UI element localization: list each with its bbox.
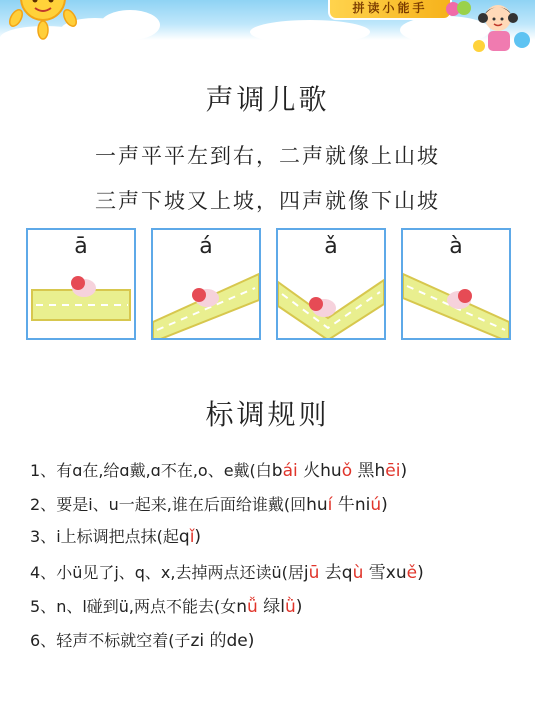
tone-card-third (276, 228, 386, 340)
tone-letter: à (449, 234, 463, 259)
song-line: 三声下坡又上坡，四声就像下山坡 (95, 189, 440, 213)
rule-text: i上标调把点抹(起 (56, 527, 179, 546)
rule-text: 要是i、u一起来,谁在后面给谁戴(回 (56, 495, 307, 514)
rule-number: 3、 (30, 527, 57, 546)
rule-example: huí 牛niú) (306, 495, 388, 515)
tone-card-first (26, 228, 136, 340)
rule-item (30, 592, 302, 616)
tone-card-fourth (401, 228, 511, 340)
rule-text: 小ü见了j、q、x,去掉两点还读ü(居 (56, 563, 304, 582)
sun-icon (8, 0, 78, 40)
rising-road-icon (153, 260, 259, 338)
rule-item (30, 456, 407, 480)
tone-letter: ǎ (324, 234, 338, 259)
rule-number: 1、 (30, 461, 57, 480)
kid-illustration (470, 0, 535, 60)
rule-number: 6、 (30, 631, 57, 650)
rules-title: 标调规则 (205, 398, 330, 431)
cloud-decoration (100, 10, 160, 40)
rule-item (30, 490, 388, 514)
rule-number: 5、 (30, 597, 57, 616)
tone-letter: ā (74, 234, 88, 259)
cloud-decoration (250, 20, 370, 44)
rule-text: 轻声不标就空着(子 (56, 631, 191, 650)
rule-item (30, 626, 254, 650)
rule-example: zi 的de) (190, 631, 255, 651)
rule-number: 4、 (30, 563, 57, 582)
flat-road-icon (28, 260, 134, 338)
rule-item (30, 558, 424, 582)
song-title: 声调儿歌 (205, 83, 330, 116)
rule-example: nǚ 绿lǜ) (236, 597, 303, 617)
rule-text: n、l碰到ü,两点不能去(女 (56, 597, 237, 616)
rule-example: jū 去qù 雪xuě) (303, 563, 424, 583)
dip-road-icon (278, 260, 384, 338)
header-banner: 拼读小能手 (328, 0, 452, 20)
rule-text: 有ɑ在,给ɑ戴,ɑ不在,o、e戴(白 (56, 461, 272, 480)
rule-example: qǐ) (178, 527, 202, 547)
falling-road-icon (403, 260, 509, 338)
tone-card-second (151, 228, 261, 340)
rule-number: 2、 (30, 495, 57, 514)
tone-letter: á (199, 234, 213, 259)
rule-example: bái 火huǒ 黑hēi) (271, 461, 408, 481)
song-line: 一声平平左到右，二声就像上山坡 (95, 144, 440, 168)
rule-item (30, 524, 201, 548)
